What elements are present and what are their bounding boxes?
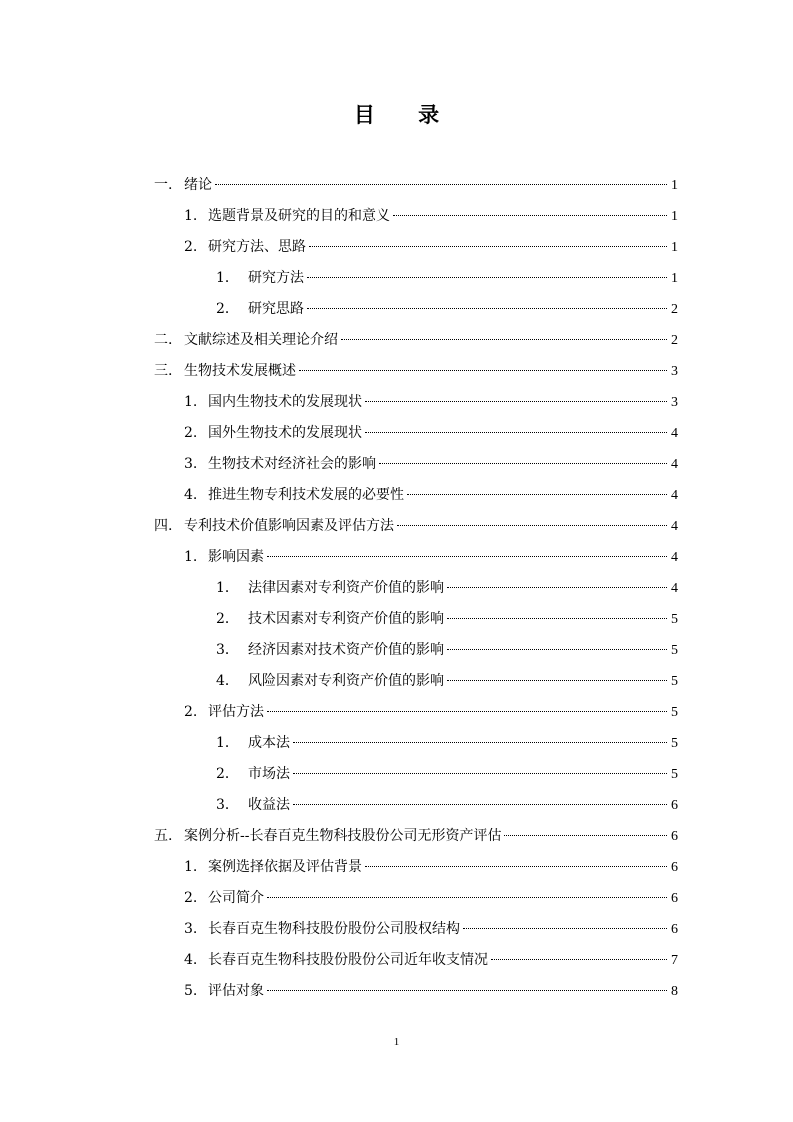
toc-entry-number: 2. xyxy=(184,704,198,720)
toc-entry-title: 成本法 xyxy=(248,735,290,751)
dot-leader xyxy=(309,246,667,247)
dot-leader xyxy=(299,370,667,371)
dot-leader xyxy=(365,432,667,433)
toc-entry-title: 研究方法、思路 xyxy=(208,239,306,255)
toc-entry-page: 6 xyxy=(671,798,678,813)
toc-entry-number: 4． xyxy=(216,673,239,689)
toc-entry-page: 5 xyxy=(671,767,678,782)
toc-entry-number: 1. xyxy=(184,549,198,565)
dot-leader xyxy=(447,649,667,650)
toc-entry-number: 5. xyxy=(184,983,198,999)
dot-leader xyxy=(463,928,667,929)
dot-leader xyxy=(215,184,667,185)
toc-entry-number: 2. xyxy=(184,890,198,906)
toc-entry[interactable] xyxy=(154,666,678,697)
toc-entry[interactable] xyxy=(154,170,678,201)
toc-entry-page: 4 xyxy=(671,519,678,534)
toc-entry-number: 3. xyxy=(184,456,198,472)
toc-entry-page: 4 xyxy=(671,488,678,503)
toc-entry-page: 8 xyxy=(671,984,678,999)
toc-entry-page: 1 xyxy=(671,240,678,255)
dot-leader xyxy=(393,215,667,216)
toc-entry-title: 市场法 xyxy=(248,766,290,782)
dot-leader xyxy=(267,990,667,991)
toc-entry-number: 1． xyxy=(216,580,239,596)
toc-entry[interactable] xyxy=(154,883,678,914)
toc-entry[interactable] xyxy=(154,728,678,759)
toc-entry-page: 5 xyxy=(671,736,678,751)
toc-entry-page: 3 xyxy=(671,364,678,379)
toc-entry-number: 2． xyxy=(216,611,239,627)
toc-entry-title: 收益法 xyxy=(248,797,290,813)
dot-leader xyxy=(365,866,667,867)
toc-entry-number: 五. xyxy=(154,828,173,844)
toc-entry-page: 1 xyxy=(671,209,678,224)
toc-entry-page: 5 xyxy=(671,705,678,720)
dot-leader xyxy=(293,742,667,743)
toc-entry-title: 专利技术价值影响因素及评估方法 xyxy=(184,518,394,534)
toc-entry-title: 经济因素对技术资产价值的影响 xyxy=(248,642,444,658)
toc-entry-title: 长春百克生物科技股份股份公司股权结构 xyxy=(208,921,460,937)
toc-entry-number: 二. xyxy=(154,332,173,348)
dot-leader xyxy=(307,308,667,309)
toc-entry[interactable] xyxy=(154,418,678,449)
toc-entry-page: 4 xyxy=(671,457,678,472)
toc-entry-page: 5 xyxy=(671,643,678,658)
dot-leader xyxy=(379,463,667,464)
toc-entry-page: 4 xyxy=(671,426,678,441)
dot-leader xyxy=(293,804,667,805)
dot-leader xyxy=(267,897,667,898)
toc-entry-number: 1． xyxy=(216,270,239,286)
toc-entry-number: 1. xyxy=(184,394,198,410)
toc-entry[interactable] xyxy=(154,449,678,480)
toc-entry-title: 文献综述及相关理论介绍 xyxy=(184,332,338,348)
page-number: 1 xyxy=(393,1036,400,1048)
toc-entry-page: 4 xyxy=(671,581,678,596)
table-of-contents xyxy=(154,170,678,1007)
toc-entry-page: 6 xyxy=(671,922,678,937)
dot-leader xyxy=(397,525,667,526)
toc-entry-title: 选题背景及研究的目的和意义 xyxy=(208,208,390,224)
toc-entry-number: 3． xyxy=(216,642,239,658)
toc-entry[interactable] xyxy=(154,759,678,790)
toc-entry[interactable] xyxy=(154,232,678,263)
dot-leader xyxy=(407,494,667,495)
toc-entry-number: 1. xyxy=(184,208,198,224)
toc-entry[interactable] xyxy=(154,480,678,511)
toc-entry-page: 1 xyxy=(671,271,678,286)
toc-entry-number: 三. xyxy=(154,363,173,379)
toc-entry-page: 5 xyxy=(671,612,678,627)
toc-entry-title: 国内生物技术的发展现状 xyxy=(208,394,362,410)
toc-entry[interactable] xyxy=(154,573,678,604)
toc-entry[interactable] xyxy=(154,821,678,852)
toc-entry-title: 影响因素 xyxy=(208,549,264,565)
toc-entry-title: 长春百克生物科技股份股份公司近年收支情况 xyxy=(208,952,488,968)
toc-entry-page: 6 xyxy=(671,891,678,906)
toc-entry-number: 2． xyxy=(216,301,239,317)
toc-entry-title: 推进生物专利技术发展的必要性 xyxy=(208,487,404,503)
toc-entry-page: 2 xyxy=(671,333,678,348)
toc-entry[interactable] xyxy=(154,542,678,573)
toc-entry-title: 国外生物技术的发展现状 xyxy=(208,425,362,441)
toc-entry[interactable] xyxy=(154,294,678,325)
dot-leader xyxy=(341,339,667,340)
toc-entry-number: 一. xyxy=(154,177,173,193)
toc-entry-title: 案例选择依据及评估背景 xyxy=(208,859,362,875)
toc-entry[interactable] xyxy=(154,356,678,387)
dot-leader xyxy=(504,835,667,836)
toc-entry-page: 5 xyxy=(671,674,678,689)
toc-entry[interactable] xyxy=(154,511,678,542)
toc-entry-title: 评估对象 xyxy=(208,983,264,999)
toc-entry[interactable] xyxy=(154,697,678,728)
toc-entry-title: 研究思路 xyxy=(248,301,304,317)
toc-entry-number: 四. xyxy=(154,518,173,534)
dot-leader xyxy=(293,773,667,774)
toc-entry[interactable] xyxy=(154,201,678,232)
toc-entry-title: 生物技术对经济社会的影响 xyxy=(208,456,376,472)
toc-entry-page: 7 xyxy=(671,953,678,968)
toc-entry[interactable] xyxy=(154,945,678,976)
toc-entry[interactable] xyxy=(154,790,678,821)
toc-entry-title: 案例分析--长春百克生物科技股份公司无形资产评估 xyxy=(184,828,502,844)
toc-entry[interactable] xyxy=(154,387,678,418)
toc-entry-number: 3. xyxy=(184,921,198,937)
toc-entry-title: 绪论 xyxy=(184,177,212,193)
dot-leader xyxy=(267,556,667,557)
toc-entry-title: 评估方法 xyxy=(208,704,264,720)
toc-entry-page: 1 xyxy=(671,178,678,193)
toc-entry[interactable] xyxy=(154,604,678,635)
toc-entry-title: 生物技术发展概述 xyxy=(184,363,296,379)
toc-entry-number: 1. xyxy=(184,859,198,875)
toc-entry-title: 研究方法 xyxy=(248,270,304,286)
toc-entry-title: 风险因素对专利资产价值的影响 xyxy=(248,673,444,689)
toc-entry[interactable] xyxy=(154,914,678,945)
toc-entry-number: 2. xyxy=(184,239,198,255)
dot-leader xyxy=(447,587,667,588)
toc-entry-page: 6 xyxy=(671,829,678,844)
toc-entry[interactable] xyxy=(154,976,678,1007)
dot-leader xyxy=(491,959,667,960)
dot-leader xyxy=(307,277,667,278)
toc-entry-page: 2 xyxy=(671,302,678,317)
toc-entry-number: 2． xyxy=(216,766,239,782)
toc-entry[interactable] xyxy=(154,263,678,294)
toc-entry-number: 4. xyxy=(184,952,198,968)
toc-entry[interactable] xyxy=(154,325,678,356)
dot-leader xyxy=(365,401,667,402)
toc-entry-number: 2. xyxy=(184,425,198,441)
toc-entry[interactable] xyxy=(154,635,678,666)
dot-leader xyxy=(447,618,667,619)
dot-leader xyxy=(447,680,667,681)
toc-entry-page: 6 xyxy=(671,860,678,875)
toc-entry-number: 4. xyxy=(184,487,198,503)
toc-entry[interactable] xyxy=(154,852,678,883)
toc-entry-page: 3 xyxy=(671,395,678,410)
toc-entry-page: 4 xyxy=(671,550,678,565)
toc-entry-title: 技术因素对专利资产价值的影响 xyxy=(248,611,444,627)
toc-entry-number: 3． xyxy=(216,797,239,813)
dot-leader xyxy=(267,711,667,712)
toc-entry-title: 公司简介 xyxy=(208,890,264,906)
toc-entry-number: 1． xyxy=(216,735,239,751)
toc-title: 目 录 xyxy=(353,102,458,127)
toc-entry-title: 法律因素对专利资产价值的影响 xyxy=(248,580,444,596)
